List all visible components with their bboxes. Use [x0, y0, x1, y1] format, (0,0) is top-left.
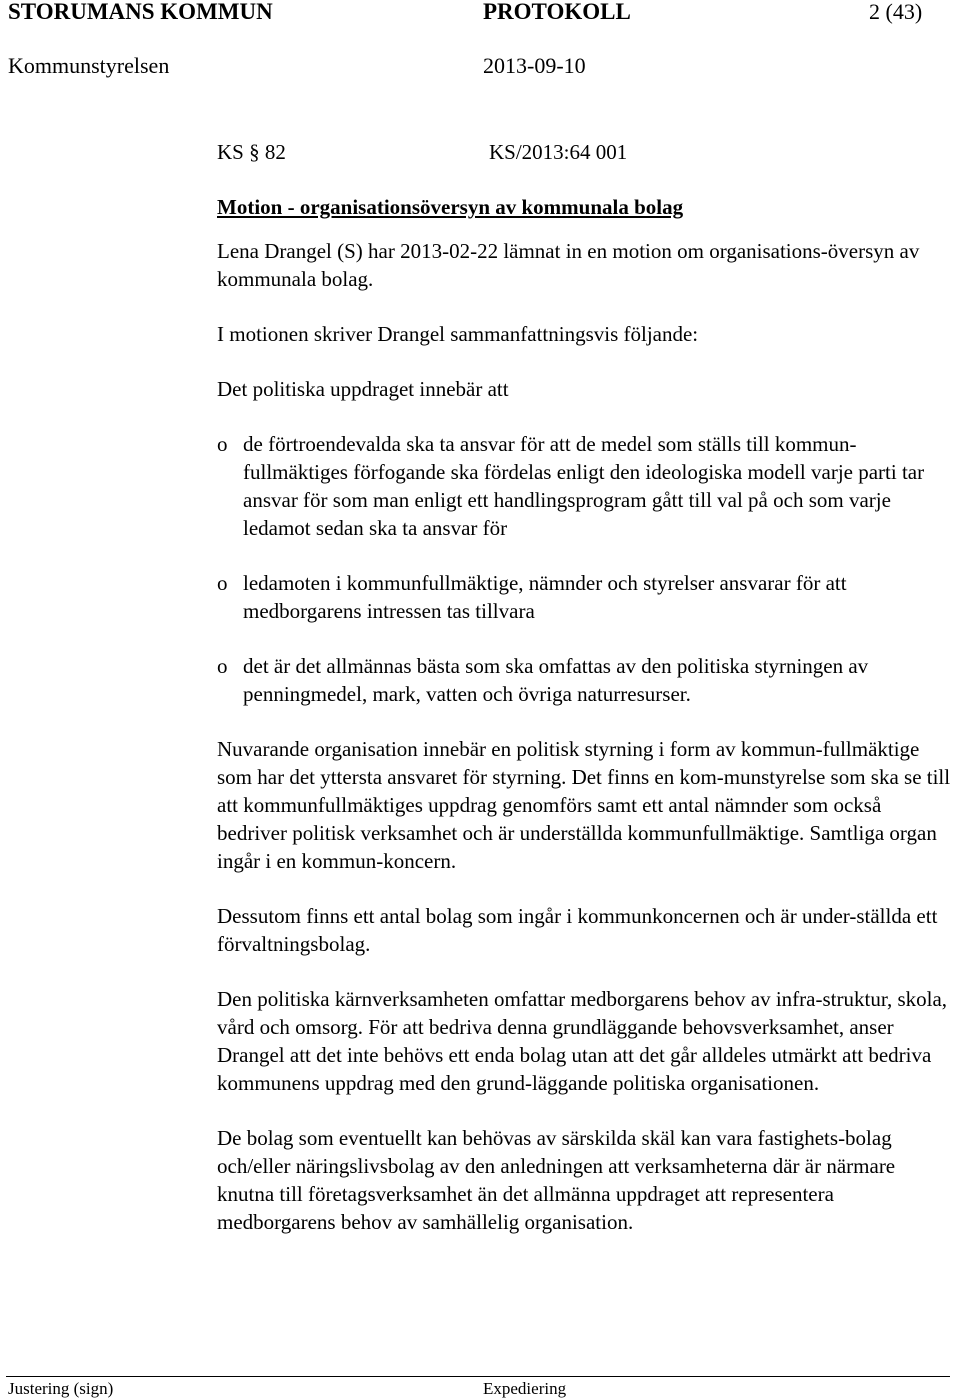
list-item — [217, 430, 951, 542]
committee-name: Kommunstyrelsen — [8, 53, 170, 78]
paragraph-core-activities: Den politiska kärnverksamheten omfattar medborgarens behov av infra-struktur, skola, vård och omsorg. För att bedriva denna grundläggande behovsverksamhet, anser Drangel att det inte behövs ett enda bolag utan att det går alldeles utmärkt att bedriva kommunens uppdrag med den grund-läggande politiska organisationen. — [217, 987, 948, 1095]
list-item-text: ledamoten i kommunfullmäktige, nämnder och styrelser ansvarar för att medborgarens intressen tas tillvara — [243, 571, 847, 623]
bullet-marker: o — [217, 654, 228, 678]
bullet-marker: o — [217, 571, 228, 595]
footer-divider — [6, 1376, 950, 1377]
paragraph-mandate-lead: Det politiska uppdraget innebär att — [217, 377, 509, 401]
bullet-marker: o — [217, 432, 228, 456]
document-body — [217, 138, 951, 1263]
page-number: 2 (43) — [869, 0, 923, 24]
list-item — [217, 652, 951, 708]
document-type: PROTOKOLL — [483, 0, 631, 24]
paragraph-intro: Lena Drangel (S) har 2013-02-22 lämnat in en motion om organisations-översyn av kommunala bolag. — [217, 239, 920, 291]
list-item — [217, 569, 951, 625]
case-number: KS § 82 — [217, 140, 286, 164]
paragraph-organisation: Nuvarande organisation innebär en politisk styrning i form av kommun-fullmäktige som har det yttersta ansvaret för styrning. Det finns en kom-munstyrelse som ska se till att kommunfullmäktiges uppdrag genomförs samt ett antal nämnder som också bedriver politisk verksamhet och är underställda kommunfullmäktige. Samtliga organ ingår i en kommun-koncern. — [217, 737, 951, 873]
footer-expediering: Expediering — [483, 1379, 567, 1398]
list-item-text: det är det allmännas bästa som ska omfattas av den politiska styrningen av penningmedel, mark, vatten och övriga naturresurser. — [243, 654, 869, 706]
case-title: Motion - organisationsöversyn av kommunala bolag — [217, 195, 684, 219]
paragraph-special-companies: De bolag som eventuellt kan behövas av särskilda skäl kan vara fastighets-bolag och/eller näringslivsbolag av den anledningen att verksamheterna där är närmare knutna till företagsverksamhet än det allmänna uppdraget att representera medborgarens behov av samhällelig organisation. — [217, 1126, 896, 1234]
footer-justering: Justering (sign) — [8, 1379, 114, 1398]
list-item-text: de förtroendevalda ska ta ansvar för att de medel som ställs till kommun-fullmäktiges förfogande ska fördelas enligt den ideologiska modell varje parti tar ansvar för som man enligt ett handlingsprogram gått till val på och som varje ledamot sedan ska ta ansvar för — [243, 432, 925, 540]
case-reference — [217, 138, 951, 166]
diary-number: KS/2013:64 001 — [489, 140, 628, 164]
paragraph-companies: Dessutom finns ett antal bolag som ingår i kommunkoncernen och är under-ställda ett förvaltningsbolag. — [217, 904, 938, 956]
meeting-date: 2013-09-10 — [483, 53, 586, 78]
paragraph-summary-lead: I motionen skriver Drangel sammanfattningsvis följande: — [217, 322, 699, 346]
organization-name: STORUMANS KOMMUN — [8, 0, 273, 24]
